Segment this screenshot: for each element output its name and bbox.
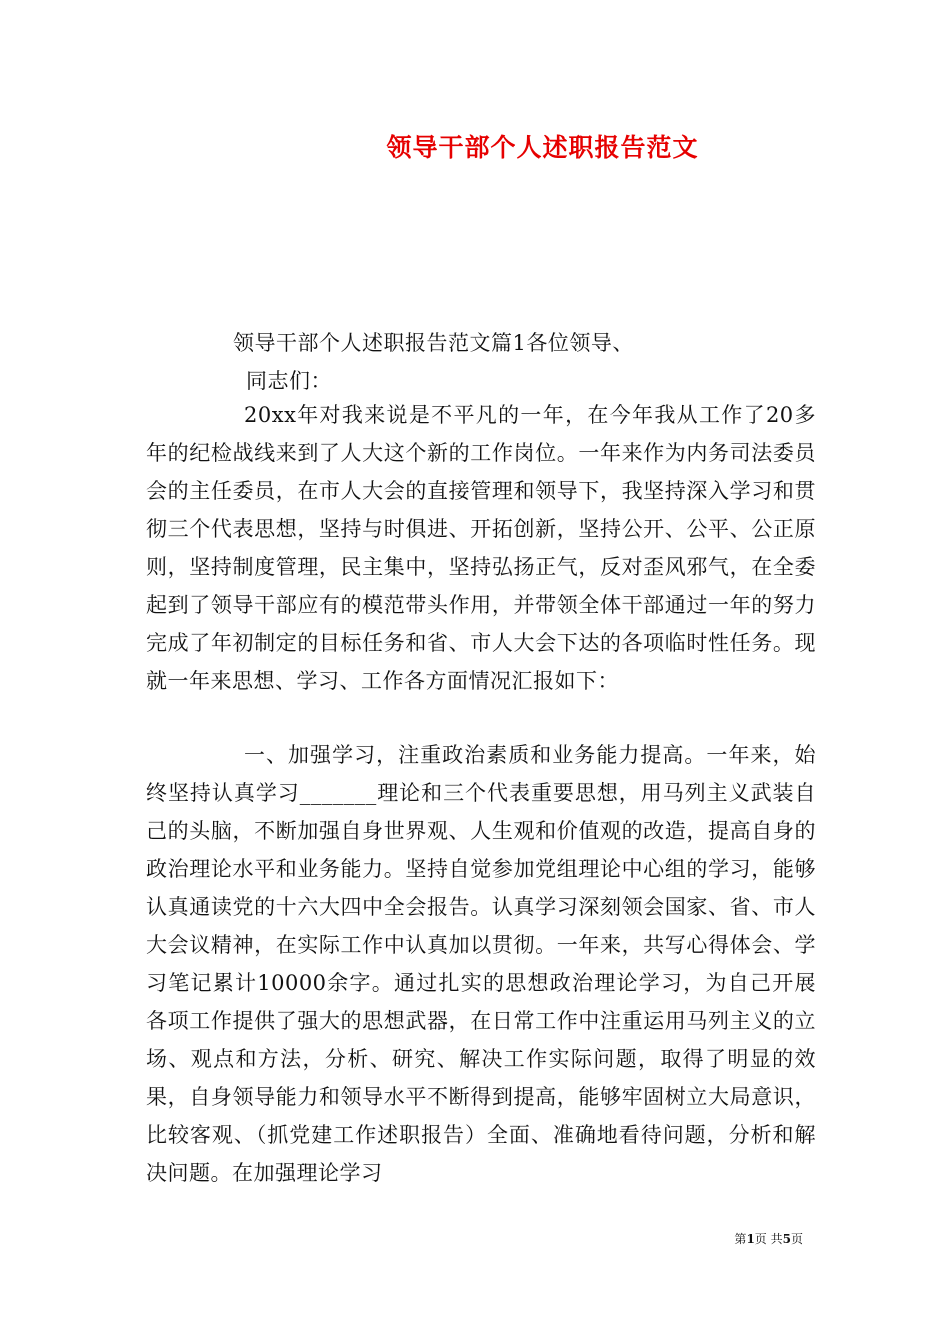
intro-line: 领导干部个人述职报告范文篇1各位领导、 [233, 331, 634, 355]
footer-suffix: 页 [790, 1232, 803, 1246]
footer-page-number: 1 [746, 1232, 755, 1246]
document-title: 领导干部个人述职报告范文 [386, 133, 699, 162]
footer-middle: 页 共 [754, 1232, 783, 1246]
footer-prefix: 第 [734, 1232, 747, 1246]
footer-total-pages: 5 [782, 1232, 791, 1246]
salutation: 同志们： [246, 369, 332, 393]
paragraph: 一、加强学习，注重政治素质和业务能力提高。一年来，始终坚持认真学习_______理论和三个代表重要思想，用马列主义武装自己的头脑，不断加强自身世界观、人生观和价值观的改造，提高自身的政治理论水平和业务能力。坚持自觉参加党组理论中心组的学习，能够认真通读党的十六大四中全会报告。认真学习深刻领会国家、省、市人大会议精神，在实际工作中认真加以贯彻。一年来，共写心得体会、学习笔记累计10000余字。通过扎实的思想政治理论学习，为自己开展各项工作提供了强大的思想武器，在日常工作中注重运用马列主义的立场、观点和方法，分析、研究、解决工作实际问题，取得了明显的效果，自身领导能力和领导水平不断得到提高，能够牢固树立大局意识，比较客观、（抓党建工作述职报告）全面、准确地看待问题，分析和解决问题。在加强理论学习 [146, 743, 816, 1185]
page-footer [734, 1230, 803, 1247]
paragraph: 20xx年对我来说是不平凡的一年，在今年我从工作了20多年的纪检战线来到了人大这个新的工作岗位。一年来作为内务司法委员会的主任委员，在市人大会的直接管理和领导下，我坚持深入学习和贯彻三个代表思想，坚持与时俱进、开拓创新，坚持公开、公平、公正原则，坚持制度管理，民主集中，坚持弘扬正气，反对歪风邪气，在全委起到了领导干部应有的模范带头作用，并带领全体干部通过一年的努力完成了年初制定的目标任务和省、市人大会下达的各项临时性任务。现就一年来思想、学习、工作各方面情况汇报如下： [146, 403, 816, 693]
